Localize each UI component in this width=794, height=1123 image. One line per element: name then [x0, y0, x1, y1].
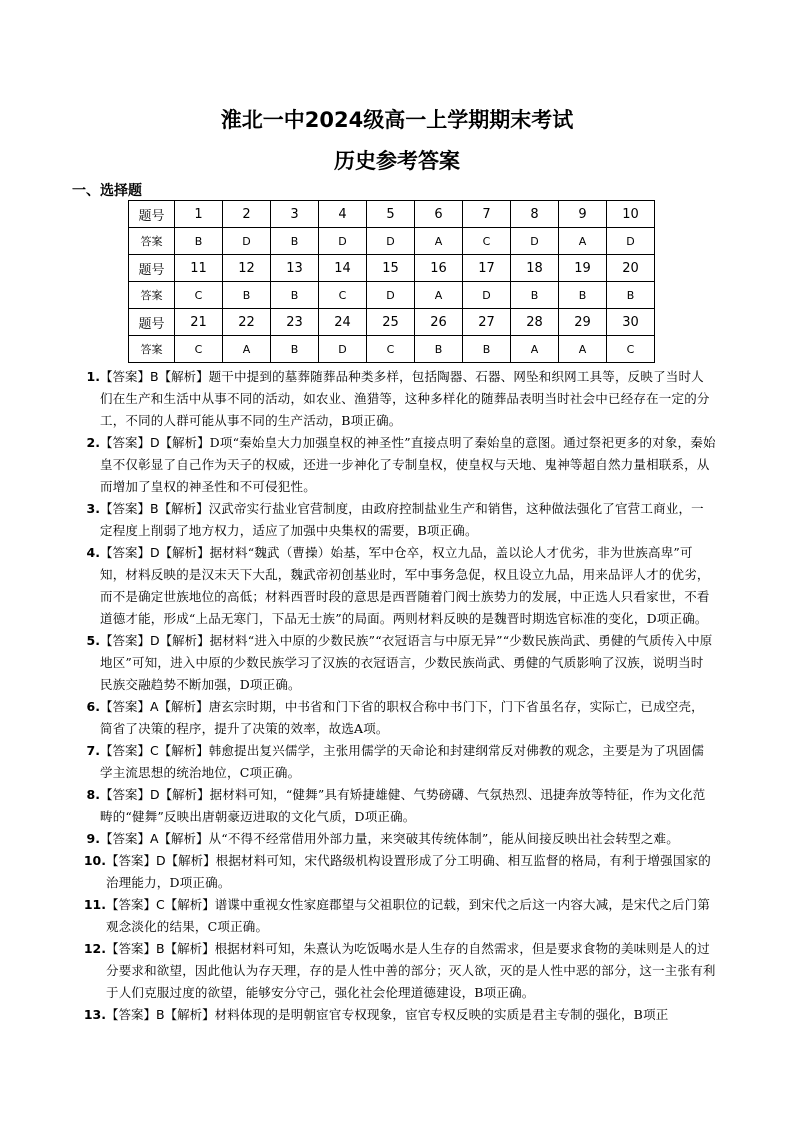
question-number-cell: 3 — [271, 201, 319, 228]
explanation-item — [76, 542, 716, 630]
question-number-cell: 17 — [463, 255, 511, 282]
question-number-cell: 23 — [271, 309, 319, 336]
answer-tag: 【答案】C【解析】 — [106, 897, 215, 912]
answer-tag: 【答案】D【解析】 — [100, 787, 210, 802]
question-number-cell: 14 — [319, 255, 367, 282]
question-number-cell: 5 — [367, 201, 415, 228]
answer-cell: D — [367, 228, 415, 255]
answer-tag: 【答案】B【解析】 — [100, 369, 209, 384]
answer-cell: B — [415, 336, 463, 363]
explanation-item — [76, 366, 716, 432]
explanation-item — [76, 498, 716, 542]
explanation-text: 唐玄宗时期，中书省和门下省的职权合称中书门下，门下省虽名存，实际亡，已成空壳，简省了决策的程序，提升了决策的效率，故选A项。 — [100, 699, 704, 736]
answer-tag: 【答案】D【解析】 — [100, 545, 210, 560]
answer-cell: B — [223, 282, 271, 309]
answer-cell: B — [175, 228, 223, 255]
explanation-item — [76, 938, 716, 1004]
answer-table — [128, 200, 655, 363]
row-label-number: 题号 — [129, 309, 175, 336]
question-number-cell: 25 — [367, 309, 415, 336]
answer-tag: 【答案】A【解析】 — [100, 699, 209, 714]
answer-cell: B — [511, 282, 559, 309]
explanation-number: 6. — [86, 699, 100, 714]
row-label-answer: 答案 — [129, 282, 175, 309]
question-number-cell: 19 — [559, 255, 607, 282]
answer-cell: D — [319, 336, 367, 363]
answer-tag: 【答案】D【解析】 — [106, 853, 216, 868]
explanation-text: 据材料可知，“健舞”具有矫捷雄健、气势磅礴、气氛热烈、迅捷奔放等特征，作为文化范畴的“健舞”反映出唐朝豪迈进取的文化气质，D项正确。 — [100, 787, 706, 824]
explanation-text: 材料体现的是明朝宦官专权现象，宦官专权反映的实质是君主专制的强化，B项正 — [214, 1007, 669, 1022]
explanation-list — [76, 366, 716, 1026]
question-number-cell: 13 — [271, 255, 319, 282]
answer-cell: B — [271, 336, 319, 363]
answer-tag: 【答案】B【解析】 — [106, 941, 215, 956]
question-number-cell: 18 — [511, 255, 559, 282]
question-number-cell: 30 — [607, 309, 655, 336]
exam-subtitle: 历史参考答案 — [334, 149, 460, 173]
question-number-cell: 22 — [223, 309, 271, 336]
question-number-row — [129, 201, 655, 228]
question-number-cell: 29 — [559, 309, 607, 336]
answer-cell: B — [559, 282, 607, 309]
answer-tag: 【答案】D【解析】 — [100, 633, 210, 648]
answer-cell: D — [511, 228, 559, 255]
answer-cell: D — [223, 228, 271, 255]
explanation-number: 3. — [86, 501, 100, 516]
row-label-number: 题号 — [129, 201, 175, 228]
question-number-cell: 16 — [415, 255, 463, 282]
answer-row — [129, 282, 655, 309]
explanation-number: 11. — [83, 897, 106, 912]
explanation-number: 4. — [86, 545, 100, 560]
explanation-number: 9. — [86, 831, 100, 846]
answer-tag: 【答案】B【解析】 — [100, 501, 209, 516]
question-number-cell: 11 — [175, 255, 223, 282]
explanation-text: 韩愈提出复兴儒学，主张用儒学的天命论和封建纲常反对佛教的观念，主要是为了巩固儒学主流思想的统治地位，C项正确。 — [100, 743, 705, 780]
explanation-item — [76, 850, 716, 894]
explanation-number: 12. — [83, 941, 106, 956]
explanation-number: 7. — [86, 743, 100, 758]
row-label-number: 题号 — [129, 255, 175, 282]
explanation-item — [76, 894, 716, 938]
answer-tag: 【答案】A【解析】 — [100, 831, 209, 846]
answer-cell: D — [607, 228, 655, 255]
explanation-text: D项“秦始皇大力加强皇权的神圣性”直接点明了秦始皇的意图。通过祭祀更多的对象，秦始皇不仅彰显了自己作为天子的权威，还进一步神化了专制皇权，使皇权与天地、鬼神等超自然力量相联系，从而增加了皇权的神圣性和不可侵犯性。 — [100, 435, 716, 494]
explanation-number: 10. — [83, 853, 106, 868]
row-label-answer: 答案 — [129, 336, 175, 363]
answer-cell: B — [271, 282, 319, 309]
answer-cell: C — [463, 228, 511, 255]
question-number-cell: 4 — [319, 201, 367, 228]
answer-cell: D — [463, 282, 511, 309]
question-number-cell: 8 — [511, 201, 559, 228]
answer-cell: B — [271, 228, 319, 255]
explanation-item — [76, 784, 716, 828]
answer-tag: 【答案】C【解析】 — [100, 743, 209, 758]
answer-row — [129, 336, 655, 363]
question-number-cell: 15 — [367, 255, 415, 282]
explanation-item — [76, 828, 716, 850]
answer-cell: C — [175, 336, 223, 363]
question-number-cell: 7 — [463, 201, 511, 228]
question-number-cell: 6 — [415, 201, 463, 228]
section-heading: 一、选择题 — [72, 183, 142, 199]
answer-cell: B — [463, 336, 511, 363]
explanation-item — [76, 740, 716, 784]
question-number-cell: 24 — [319, 309, 367, 336]
explanation-number: 8. — [86, 787, 100, 802]
explanation-text: 根据材料可知，宋代路级机构设置形成了分工明确、相互监督的格局，有利于增强国家的治理能力，D项正确。 — [106, 853, 711, 890]
answer-cell: C — [319, 282, 367, 309]
explanation-item — [76, 696, 716, 740]
answer-cell: C — [607, 336, 655, 363]
row-label-answer: 答案 — [129, 228, 175, 255]
explanation-text: 题干中提到的墓葬随葬品种类多样，包括陶器、石器、网坠和织网工具等，反映了当时人们在生产和生活中从事不同的活动，如农业、渔猎等，这种多样化的随葬品表明当时社会中已经存在一定的分工，不同的人群可能从事不同的生产活动，B项正确。 — [100, 369, 710, 428]
explanation-text: 汉武帝实行盐业官营制度，由政府控制盐业生产和销售，这种做法强化了官营工商业，一定程度上削弱了地方权力，适应了加强中央集权的需要，B项正确。 — [100, 501, 704, 538]
answer-tag: 【答案】B【解析】 — [106, 1007, 215, 1022]
question-number-row — [129, 255, 655, 282]
answer-cell: D — [367, 282, 415, 309]
answer-cell: A — [223, 336, 271, 363]
explanation-item — [76, 630, 716, 696]
explanation-text: 从“不得不经常借用外部力量，来突破其传统体制”，能从间接反映出社会转型之难。 — [208, 831, 679, 846]
question-number-cell: 20 — [607, 255, 655, 282]
answer-cell: A — [415, 228, 463, 255]
answer-cell: A — [559, 336, 607, 363]
question-number-cell: 27 — [463, 309, 511, 336]
answer-cell: C — [175, 282, 223, 309]
explanation-item — [76, 1004, 716, 1026]
explanation-number: 5. — [86, 633, 100, 648]
question-number-cell: 12 — [223, 255, 271, 282]
answer-cell: D — [319, 228, 367, 255]
question-number-cell: 10 — [607, 201, 655, 228]
explanation-text: 据材料“进入中原的少数民族”“衣冠语言与中原无异”“少数民族尚武、勇健的气质传入中原地区”可知，进入中原的少数民族学习了汉族的衣冠语言，少数民族尚武、勇健的气质影响了汉族，说明当时民族交融趋势不断加强，D项正确。 — [100, 633, 713, 692]
question-number-row — [129, 309, 655, 336]
answer-cell: B — [607, 282, 655, 309]
explanation-text: 根据材料可知，朱熹认为吃饭喝水是人生存的自然需求，但是要求食物的美味则是人的过分要求和欲望，因此他认为存天理，存的是人性中善的部分；灭人欲，灭的是人性中恶的部分，这一主张有利于人们克服过度的欲望，能够安分守己，强化社会伦理道德建设，B项正确。 — [106, 941, 716, 1000]
answer-cell: A — [511, 336, 559, 363]
explanation-text: 谱谍中重视女性家庭郡望与父祖职位的记载，到宋代之后这一内容大减，是宋代之后门第观念淡化的结果，C项正确。 — [106, 897, 711, 934]
answer-cell: C — [367, 336, 415, 363]
question-number-cell: 28 — [511, 309, 559, 336]
exam-title: 淮北一中2024级高一上学期期末考试 — [220, 108, 574, 132]
answer-cell: A — [415, 282, 463, 309]
answer-tag: 【答案】D【解析】 — [100, 435, 210, 450]
answer-row — [129, 228, 655, 255]
explanation-text: 据材料“魏武（曹操）始基，军中仓卒，权立九品，盖以论人才优劣，非为世族高卑”可知，材料反映的是汉末天下大乱，魏武帝初创基业时，军中事务急促，权且设立九品，用来品评人才的优劣，而不是确定世族地位的高低；材料西晋时段的意思是西晋随着门阀士族势力的发展，中正选人只看家世，不看道德才能，形成“上品无寒门，下品无士族”的局面。两则材料反映的是魏晋时期选官标准的变化，D项正确。 — [100, 545, 710, 626]
answer-cell: A — [559, 228, 607, 255]
question-number-cell: 2 — [223, 201, 271, 228]
explanation-number: 2. — [86, 435, 100, 450]
explanation-number: 13. — [83, 1007, 106, 1022]
question-number-cell: 9 — [559, 201, 607, 228]
question-number-cell: 26 — [415, 309, 463, 336]
explanation-item — [76, 432, 716, 498]
explanation-number: 1. — [86, 369, 100, 384]
question-number-cell: 21 — [175, 309, 223, 336]
question-number-cell: 1 — [175, 201, 223, 228]
